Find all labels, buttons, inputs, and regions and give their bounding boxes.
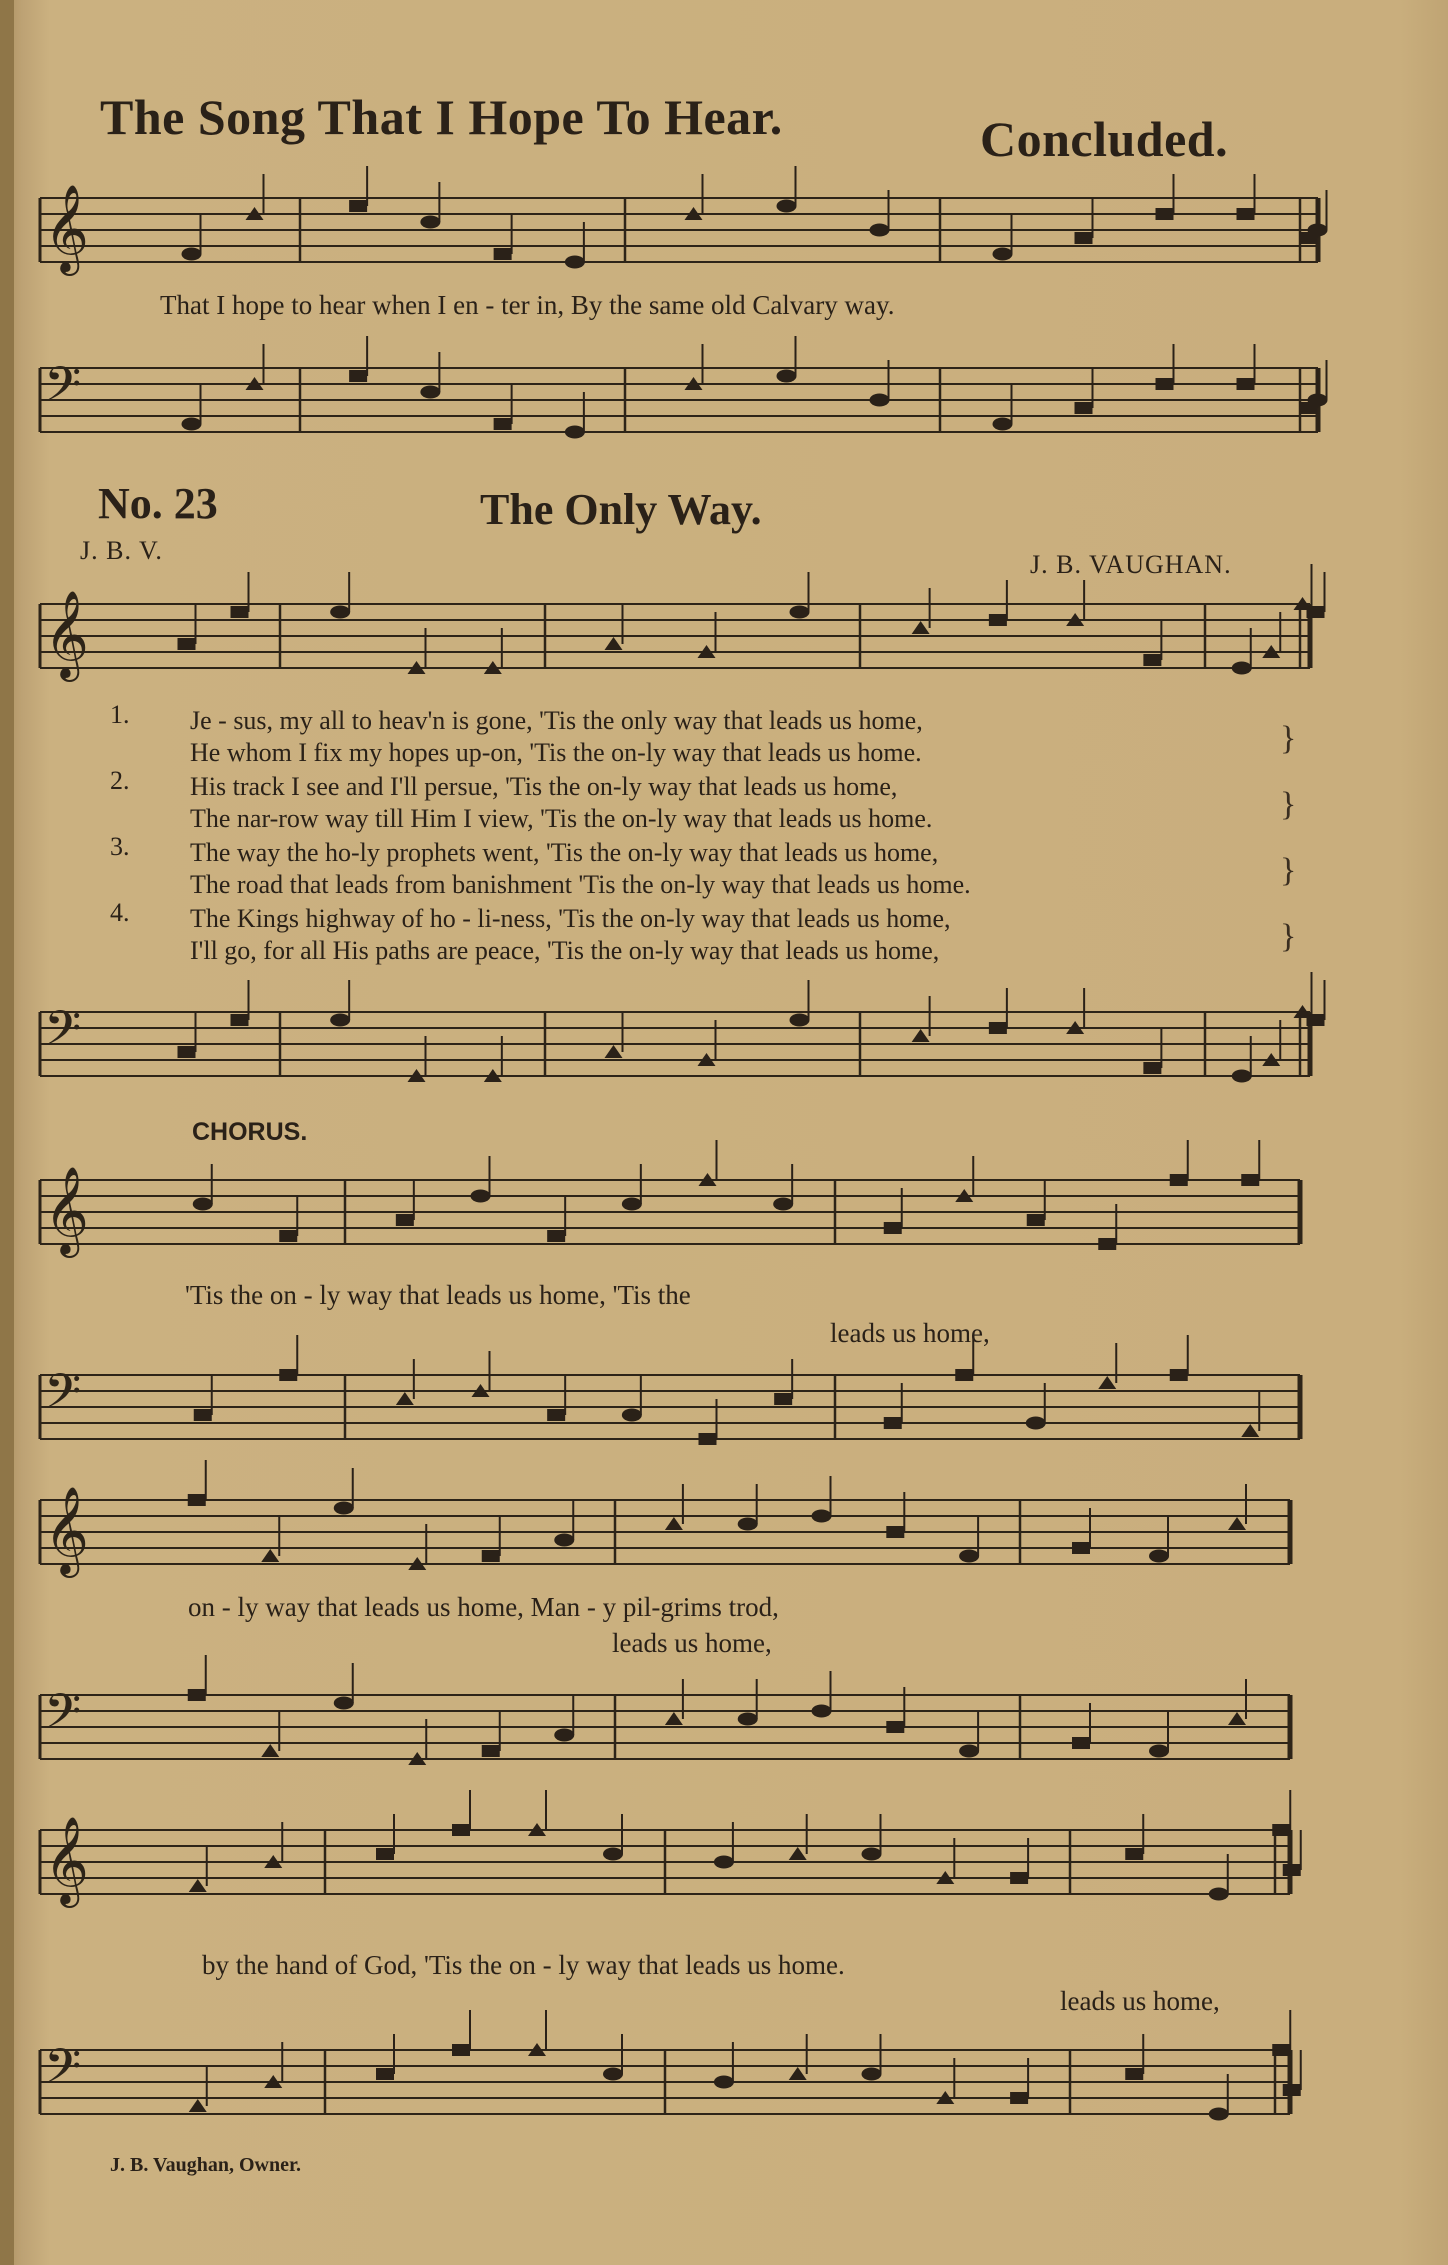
note-head — [261, 1711, 279, 1757]
bass-clef-icon: 𝄢 — [44, 1363, 82, 1431]
note-head — [1075, 368, 1093, 414]
verse-number: 4. — [110, 898, 130, 927]
note-head — [1027, 1180, 1045, 1226]
note-head — [1125, 2034, 1143, 2080]
verse-brace: } — [1280, 852, 1297, 889]
note-head — [188, 1655, 206, 1701]
note-head — [482, 1711, 500, 1757]
note-head — [279, 1335, 297, 1381]
note-head — [188, 1460, 206, 1506]
note-head — [452, 2010, 470, 2056]
note-head — [912, 588, 930, 634]
note-head — [738, 1679, 758, 1726]
note-head — [1300, 368, 1318, 414]
note-head — [1307, 980, 1325, 1026]
bass-clef-icon: 𝄢 — [44, 356, 82, 424]
note-head — [1149, 1711, 1169, 1758]
staff-treble-chorus-3 — [0, 1790, 1448, 1930]
note-head — [912, 996, 930, 1042]
note-head — [420, 352, 440, 399]
note-head — [330, 980, 350, 1027]
verse-number: 3. — [110, 832, 130, 861]
note-head — [349, 166, 367, 212]
note-head — [1272, 1790, 1290, 1836]
note-head — [993, 384, 1013, 431]
note-head — [738, 1484, 758, 1531]
note-head — [376, 2034, 394, 2080]
verse-line: Je - sus, my all to heav'n is gone, 'Tis the only way that leads us home, — [190, 706, 923, 735]
note-head — [1170, 1140, 1188, 1186]
note-head — [334, 1468, 354, 1515]
verse-line: The road that leads from banishment 'Tis the on-ly way that leads us home. — [190, 870, 971, 899]
chorus-label: CHORUS. — [192, 1118, 308, 1146]
note-head — [279, 1196, 297, 1242]
staff-lines — [40, 1695, 1290, 1759]
hymn-title: The Only Way. — [480, 485, 762, 534]
note-head — [862, 1814, 882, 1861]
footer-owner: J. B. Vaughan, Owner. — [110, 2154, 301, 2176]
staff-treble-chorus-1 — [0, 1150, 1448, 1280]
note-head — [1228, 1679, 1246, 1725]
treble-clef-icon: 𝄞 — [44, 183, 89, 272]
chorus-lyric-1-bass: leads us home, — [830, 1318, 990, 1348]
note-head — [494, 214, 512, 260]
note-head — [334, 1663, 354, 1710]
note-head — [622, 1375, 642, 1422]
bass-clef-icon: 𝄢 — [44, 1683, 82, 1751]
note-head — [1241, 1391, 1259, 1437]
staff-lines — [40, 1500, 1290, 1564]
verse-brace: } — [1280, 786, 1297, 823]
note-head — [1300, 198, 1318, 244]
staff-bass-chorus-2 — [0, 1665, 1448, 1795]
note-head — [605, 1012, 623, 1058]
note-head — [1075, 198, 1093, 244]
staff-bass-chorus-1 — [0, 1355, 1448, 1465]
treble-clef-icon: 𝄞 — [44, 1815, 89, 1904]
note-head — [330, 572, 350, 619]
note-head — [777, 166, 797, 213]
note-head — [178, 604, 196, 650]
verse-number: 1. — [110, 700, 130, 729]
verse-brace: } — [1280, 720, 1297, 757]
note-head — [182, 384, 202, 431]
staff-lines — [40, 198, 1318, 262]
note-head — [1143, 620, 1161, 666]
treble-clef-icon: 𝄞 — [44, 1165, 89, 1254]
note-head — [482, 1516, 500, 1562]
staff-lines — [40, 368, 1318, 432]
chorus-lyric-3-bass: leads us home, — [1060, 1986, 1220, 2016]
staff-treble-song1 — [0, 180, 1448, 290]
verse-line: His track I see and I'll persue, 'Tis the on-ly way that leads us home, — [190, 772, 898, 801]
note-head — [773, 1164, 793, 1211]
note-head — [777, 336, 797, 383]
chorus-lyric-2: on - ly way that leads us home, Man - y pil-grims trod, — [188, 1592, 779, 1622]
note-head — [547, 1375, 565, 1421]
note-head — [1170, 1335, 1188, 1381]
staff-bass-chorus-3 — [0, 2010, 1448, 2140]
note-head — [789, 2034, 807, 2080]
bass-clef-icon: 𝄢 — [44, 1000, 82, 1068]
note-head — [665, 1484, 683, 1530]
note-head — [494, 384, 512, 430]
note-head — [452, 1790, 470, 1836]
note-head — [376, 1814, 394, 1860]
verse-brace: } — [1280, 918, 1297, 955]
concluded-label: Concluded. — [980, 111, 1229, 167]
chorus-lyric-1: 'Tis the on - ly way that leads us home, 'Tis the — [185, 1280, 691, 1310]
song1-lyric: That I hope to hear when I en - ter in, By the same old Calvary way. — [160, 290, 895, 320]
note-head — [231, 572, 249, 618]
note-head — [665, 1679, 683, 1725]
note-head — [396, 1180, 414, 1226]
staff-treble-chorus-2 — [0, 1470, 1448, 1600]
note-head — [1241, 1140, 1259, 1186]
verse-line: He whom I fix my hopes up-on, 'Tis the on-ly way that leads us home. — [190, 738, 922, 767]
composer-credit: J. B. VAUGHAN. — [1030, 550, 1232, 579]
note-head — [261, 1516, 279, 1562]
note-head — [959, 1516, 979, 1563]
note-head — [862, 2034, 882, 2081]
bass-clef-icon: 𝄢 — [44, 2038, 82, 2106]
note-head — [1125, 1814, 1143, 1860]
note-head — [554, 1500, 574, 1547]
note-head — [193, 1164, 213, 1211]
note-head — [603, 2034, 623, 2081]
words-credit: J. B. V. — [80, 536, 163, 565]
note-head — [774, 1359, 792, 1405]
verse-number: 2. — [110, 766, 130, 795]
treble-clef-icon: 𝄞 — [44, 589, 89, 678]
note-head — [396, 1359, 414, 1405]
hymn-number: No. 23 — [98, 479, 218, 528]
verse-line: The way the ho-ly prophets went, 'Tis the on-ly way that leads us home, — [190, 838, 939, 867]
note-head — [349, 336, 367, 382]
page-title: The Song That I Hope To Hear. — [100, 89, 783, 145]
staff-bass-song1 — [0, 350, 1448, 480]
note-head — [790, 980, 810, 1027]
note-head — [194, 1375, 212, 1421]
note-head — [790, 572, 810, 619]
treble-clef-icon: 𝄞 — [44, 1485, 89, 1574]
verse-line: The nar-row way till Him I view, 'Tis the on-ly way that leads us home. — [190, 804, 933, 833]
note-head — [993, 214, 1013, 261]
staff-lines — [40, 1180, 1300, 1244]
staff-treble-verse — [0, 582, 1448, 702]
note-head — [420, 182, 440, 229]
chorus-lyric-2-bass: leads us home, — [612, 1628, 772, 1658]
note-head — [1098, 1343, 1116, 1389]
note-head — [178, 1012, 196, 1058]
note-head — [547, 1196, 565, 1242]
note-head — [789, 1814, 807, 1860]
note-head — [554, 1695, 574, 1742]
note-head — [231, 980, 249, 1026]
note-head — [1149, 1516, 1169, 1563]
note-head — [605, 604, 623, 650]
note-head — [1272, 2010, 1290, 2056]
note-head — [182, 214, 202, 261]
chorus-lyric-3: by the hand of God, 'Tis the on - ly way that leads us home. — [202, 1950, 845, 1980]
note-head — [189, 1846, 207, 1892]
note-head — [1143, 1028, 1161, 1074]
note-head — [189, 2066, 207, 2112]
note-head — [1307, 572, 1325, 618]
note-head — [959, 1711, 979, 1758]
staff-bass-verse — [0, 990, 1448, 1120]
note-head — [603, 1814, 623, 1861]
note-head — [622, 1164, 642, 1211]
verse-line: I'll go, for all His paths are peace, 'Tis the on-ly way that leads us home, — [190, 936, 940, 965]
verse-line: The Kings highway of ho - li-ness, 'Tis the on-ly way that leads us home, — [190, 904, 951, 933]
note-head — [1228, 1484, 1246, 1530]
